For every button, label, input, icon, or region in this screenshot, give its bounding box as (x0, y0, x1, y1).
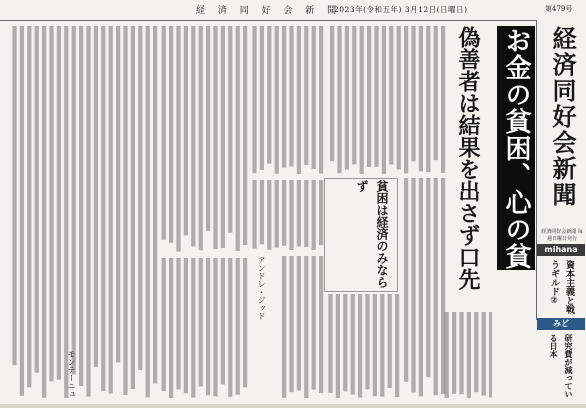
text-line (282, 26, 286, 168)
text-line (146, 26, 150, 397)
text-line (221, 26, 225, 248)
text-line (411, 178, 415, 393)
page-edge (0, 404, 586, 408)
text-line (64, 26, 68, 398)
text-line (336, 294, 340, 398)
text-line (267, 26, 271, 164)
text-line (330, 26, 334, 161)
text-column-block (252, 26, 323, 174)
text-line (260, 26, 264, 170)
text-line (72, 26, 76, 374)
text-line (343, 294, 347, 391)
text-line (228, 258, 232, 397)
masthead-title: 経 済 同 好 会 新 聞 (196, 6, 342, 16)
text-line (199, 26, 203, 250)
text-line (20, 26, 24, 396)
text-line (319, 26, 323, 174)
text-line (199, 258, 203, 387)
text-line (213, 258, 217, 396)
text-line (289, 26, 293, 167)
text-line (489, 312, 492, 398)
text-line (319, 256, 323, 393)
text-line (42, 26, 46, 398)
text-line (57, 26, 61, 380)
text-line (191, 258, 195, 398)
text-line (352, 26, 356, 164)
nameplate-title: 経済同好会新聞 (548, 26, 577, 208)
text-line (243, 258, 247, 387)
quote-attribution: アンドレ・ジッド (257, 256, 266, 320)
text-line (474, 312, 478, 392)
text-line (365, 294, 369, 389)
text-line (297, 180, 301, 246)
text-column-block (404, 178, 445, 396)
bottom-teaser: 研究費が減っている日本 (549, 334, 573, 398)
text-line (382, 26, 386, 174)
masthead (0, 0, 586, 21)
text-line (304, 180, 308, 247)
text-line (441, 178, 445, 394)
text-line (153, 26, 157, 384)
text-line (267, 180, 271, 250)
text-line (236, 26, 240, 251)
text-line (27, 26, 31, 387)
text-line (169, 258, 173, 398)
text-line (319, 180, 323, 245)
text-line (86, 26, 90, 397)
text-column-block (328, 294, 399, 398)
text-line (228, 26, 232, 233)
text-line (441, 26, 445, 173)
bottom-label: みど (537, 318, 585, 330)
main-headline: お金の貧困、心の貧 (497, 26, 535, 270)
text-line (289, 180, 293, 250)
text-line (434, 178, 438, 395)
text-line (360, 26, 364, 174)
text-column-block (282, 256, 323, 398)
text-line (252, 26, 256, 173)
text-line (116, 26, 120, 362)
text-line (395, 294, 399, 397)
text-line (252, 180, 256, 249)
text-column-block (12, 26, 157, 398)
text-line (367, 26, 371, 167)
text-line (206, 258, 210, 395)
text-line (176, 258, 180, 389)
text-line (328, 294, 332, 393)
text-line (312, 180, 316, 250)
text-column-block (445, 312, 492, 398)
text-line (12, 26, 16, 365)
text-line (419, 178, 423, 396)
nameplate-subtitle: 経済同好会新聞 毎週日曜日発行 (541, 229, 583, 242)
sub-headline: 偽善者は結果を出さず口先 (455, 26, 480, 290)
text-line (404, 26, 408, 173)
text-line (184, 258, 188, 393)
text-line (351, 294, 355, 395)
text-line (162, 26, 166, 240)
section-label: mihana (537, 244, 585, 256)
text-line (358, 294, 362, 398)
text-line (374, 26, 378, 167)
text-line (176, 26, 180, 252)
text-line (282, 256, 286, 398)
text-line (123, 26, 127, 395)
text-column-block (162, 26, 248, 252)
text-line (213, 26, 217, 249)
text-line (109, 26, 113, 394)
text-line (236, 258, 240, 395)
text-line (275, 26, 279, 174)
masthead-date: 2023年(令和五年) 3月12日(日曜日) (334, 5, 468, 14)
text-line (162, 258, 166, 391)
text-line (94, 26, 98, 367)
text-line (101, 26, 105, 391)
text-line (206, 26, 210, 231)
body-text-columns (6, 26, 492, 404)
text-line (445, 312, 449, 398)
text-line (243, 26, 247, 245)
text-line (221, 258, 225, 384)
text-line (459, 312, 463, 394)
text-line (380, 294, 384, 397)
text-line (191, 26, 195, 246)
text-line (297, 26, 301, 174)
text-line (411, 26, 415, 161)
text-line (452, 312, 456, 394)
text-line (397, 26, 401, 169)
text-line (138, 26, 142, 370)
text-line (304, 26, 308, 165)
text-line (79, 26, 83, 386)
text-line (482, 312, 486, 396)
text-line (260, 180, 264, 244)
text-line (304, 256, 308, 398)
quote-attribution-2: モンテーニュ (67, 350, 76, 398)
text-line (345, 26, 349, 170)
text-line (169, 26, 173, 243)
text-line (312, 26, 316, 169)
text-column-block (252, 180, 323, 250)
text-line (131, 26, 135, 389)
text-column-block (162, 258, 248, 398)
text-line (312, 256, 316, 390)
text-line (426, 26, 430, 172)
text-line (275, 180, 279, 248)
inline-heading: 貧困は経済のみならず (355, 180, 389, 288)
text-line (467, 312, 471, 398)
text-line (289, 256, 293, 392)
column-title: 資本主義と戦うギルド② (549, 260, 574, 314)
text-line (373, 294, 377, 396)
text-line (419, 26, 423, 171)
issue-number: 第479号 (545, 5, 573, 13)
text-line (389, 26, 393, 164)
text-line (337, 26, 341, 173)
text-line (49, 26, 53, 381)
text-line (388, 294, 392, 388)
text-line (426, 178, 430, 377)
text-line (297, 256, 301, 391)
text-line (184, 26, 188, 235)
text-line (404, 178, 408, 382)
text-line (434, 26, 438, 160)
text-column-block (330, 26, 445, 174)
text-line (35, 26, 39, 373)
text-line (282, 180, 286, 246)
